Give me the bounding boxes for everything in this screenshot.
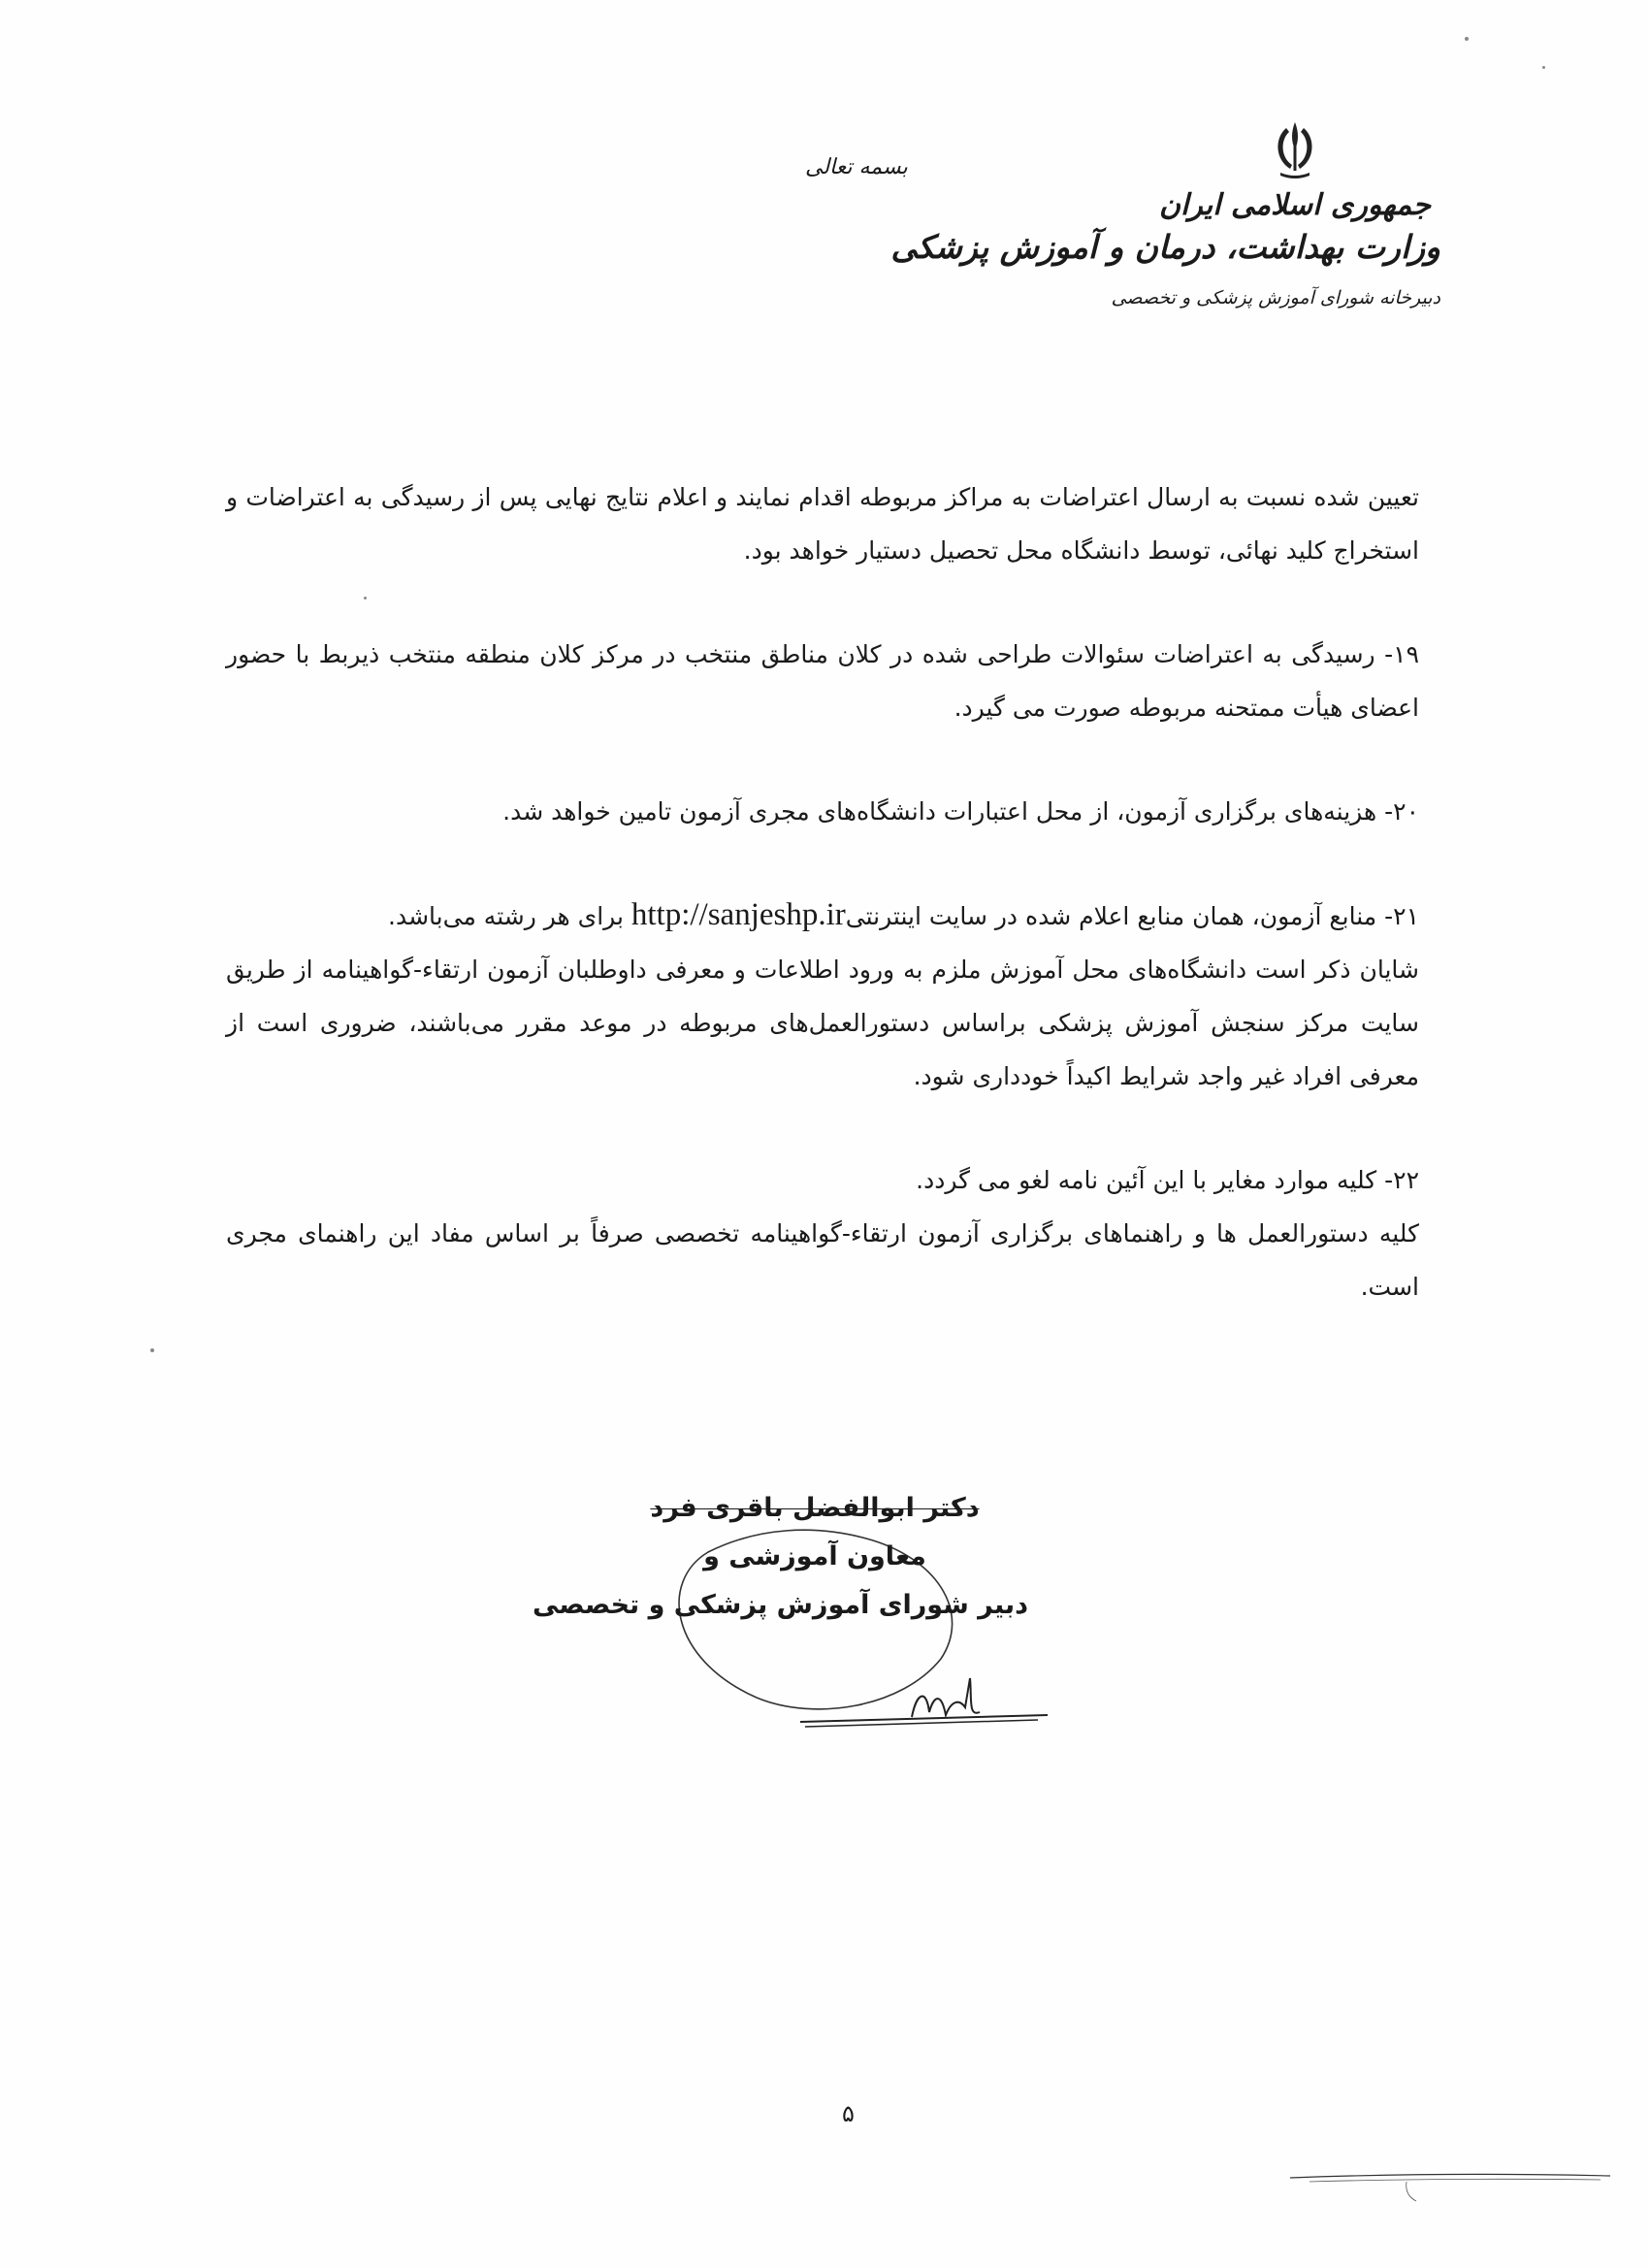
paragraph-20: ۲۰- هزینه‌های برگزاری آزمون، از محل اعتبارات دانشگاه‌های مجری آزمون تامین خواهد شد. [502,797,1419,826]
signatory-name: دکتر ابوالفضل باقری فرد [650,1493,980,1523]
page-number: ۵ [842,2100,855,2127]
signatory-title-2: دبیر شورای آموزش پزشکی و تخصصی [533,1590,1028,1620]
scan-speck [364,597,367,599]
signature-block [533,1484,1028,1630]
paragraph-21-lead: ۲۱- منابع آزمون، همان منابع اعلام شده در سایت اینترنتی [845,902,1419,930]
paragraph-21 [226,889,1419,1103]
signatory-title-1: معاون آموزشی و [703,1541,926,1571]
letterhead-secretariat: دبیرخانه شورای آموزش پزشکی و تخصصی [1111,287,1440,308]
letterhead [890,116,1440,308]
paragraph-21-rest: شایان ذکر است دانشگاه‌های محل آموزش ملزم به ورود اطلاعات و معرفی داوطلبان آزمون ارتقاء-گواهینامه از طریق سایت مرکز سنجش آموزش پزشکی براساس دستورالعمل‌های مربوطه در موعد مقرر می‌باشند، ضروری است از معرفی افراد غیر واجد شرایط اکیداً خودداری شود. [226,956,1419,1090]
paragraph-22-rest: کلیه دستورالعمل ها و راهنماهای برگزاری آزمون ارتقاء-گواهینامه تخصصی صرفاً بر اساس مفاد این راهنمای مجری است. [226,1219,1419,1301]
paragraph-19: ۱۹- رسیدگی به اعتراضات سئوالات طراحی شده در کلان مناطق منتخب در مرکز کلان منطقه منتخب ذیربط با حضور اعضای هیأت ممتحنه مربوطه صورت می گیرد. [226,640,1419,722]
basmala-heading: بسمه تعالی [805,155,908,179]
scan-speck [150,1348,154,1352]
scan-speck [1465,37,1469,41]
footer-scan-mark [1290,2158,1610,2207]
paragraph-22: ۲۲- کلیه موارد مغایر با این آئین نامه لغو می گردد. [916,1166,1419,1194]
scan-speck [1542,66,1545,69]
iran-emblem-icon [1261,116,1329,184]
letterhead-ministry: وزارت بهداشت، درمان و آموزش پزشکی [890,228,1440,266]
paragraph-21-tail: برای هر رشته می‌باشد. [388,902,631,930]
handwritten-signature [795,1669,1057,1736]
letterhead-country: جمهوری اسلامی ایران [1158,188,1432,222]
paragraph-intro: تعیین شده نسبت به ارسال اعتراضات به مراکز مربوطه اقدام نمایند و اعلام نتایج نهایی پس از رسیدگی به اعتراضات و استخراج کلید نهائی، توسط دانشگاه محل تحصیل دستیار خواهد بود. [226,483,1419,565]
document-body [226,470,1419,1313]
sanjesh-link[interactable]: http://sanjeshp.ir [630,897,846,932]
